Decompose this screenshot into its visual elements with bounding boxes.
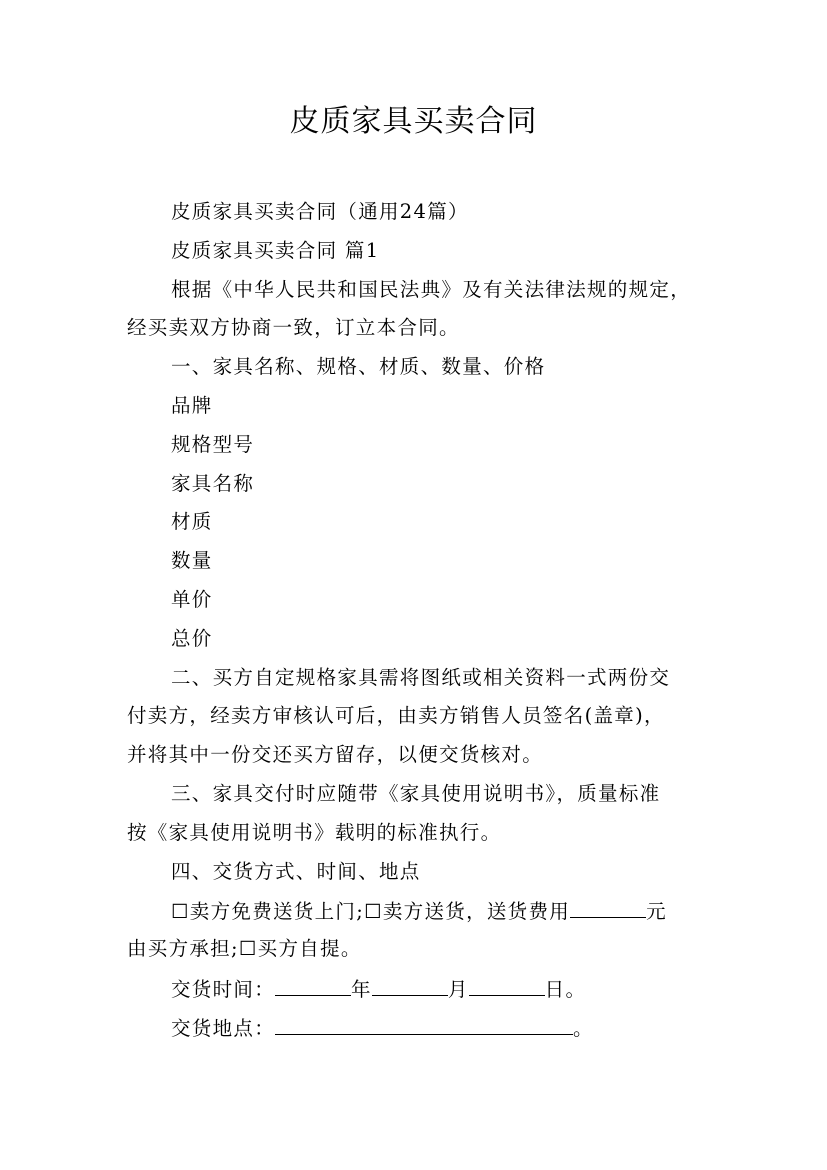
delivery-fee-blank[interactable] (570, 891, 646, 918)
paragraph-line: 根据《中华人民共和国民法典》及有关法律法规的规定， (171, 277, 692, 301)
field-label-quantity: 数量 (171, 549, 213, 573)
year-label: 年 (351, 977, 372, 1001)
document-body (127, 193, 707, 1047)
delivery-place-line (127, 1008, 707, 1047)
field-label-model: 规格型号 (171, 432, 255, 456)
checkbox-paid-delivery[interactable]: ☐ (364, 900, 383, 924)
subtitle-line: 皮质家具买卖合同（通用24篇） (171, 200, 469, 223)
field-label-unit-price: 单价 (171, 587, 213, 611)
document-title: 皮质家具买卖合同 (289, 104, 538, 139)
month-blank[interactable] (372, 969, 448, 996)
paragraph-line: 经买卖双方协商一致，订立本合同。 (127, 316, 460, 340)
delivery-options-line (127, 891, 707, 930)
place-end: 。 (573, 1016, 594, 1040)
field-label-name: 家具名称 (171, 471, 255, 495)
checkbox-free-delivery[interactable]: ☐ (171, 900, 190, 924)
month-label: 月 (447, 977, 469, 1001)
option-label: 卖方送货，送货费用 (382, 900, 571, 924)
paragraph-line: 并将其中一份交还买方留存，以便交货核对。 (127, 743, 544, 767)
option-label: 卖方免费送货上门; (189, 900, 365, 924)
day-blank[interactable] (469, 969, 545, 996)
clause-heading: 一、家具名称、规格、材质、数量、价格 (171, 355, 546, 379)
delivery-time-label: 交货时间： (171, 977, 276, 1001)
paragraph-line: 三、家具交付时应随带《家具使用说明书》，质量标准 (171, 781, 661, 805)
option-label: 由买方承担; (127, 937, 239, 961)
place-blank[interactable] (275, 1008, 573, 1035)
field-label-total-price: 总价 (171, 626, 213, 650)
paragraph-line: 按《家具使用说明书》载明的标准执行。 (127, 820, 502, 844)
day-label: 日。 (544, 977, 587, 1001)
delivery-place-label: 交货地点： (171, 1016, 276, 1040)
delivery-options-line (127, 930, 707, 969)
year-blank[interactable] (275, 969, 351, 996)
field-label-brand: 品牌 (171, 393, 213, 417)
paragraph-line: 二、买方自定规格家具需将图纸或相关资料一式两份交 (171, 665, 671, 689)
paragraph-line: 付卖方，经卖方审核认可后，由卖方销售人员签名(盖章)， (127, 704, 665, 728)
field-label-material: 材质 (171, 510, 213, 534)
section-heading: 皮质家具买卖合同 篇1 (171, 238, 380, 262)
option-label: 买方自提。 (257, 937, 362, 961)
delivery-time-line (127, 969, 707, 1008)
checkbox-self-pickup[interactable]: ☐ (238, 937, 258, 961)
clause-heading: 四、交货方式、时间、地点 (171, 859, 421, 883)
unit-label: 元 (646, 900, 667, 924)
